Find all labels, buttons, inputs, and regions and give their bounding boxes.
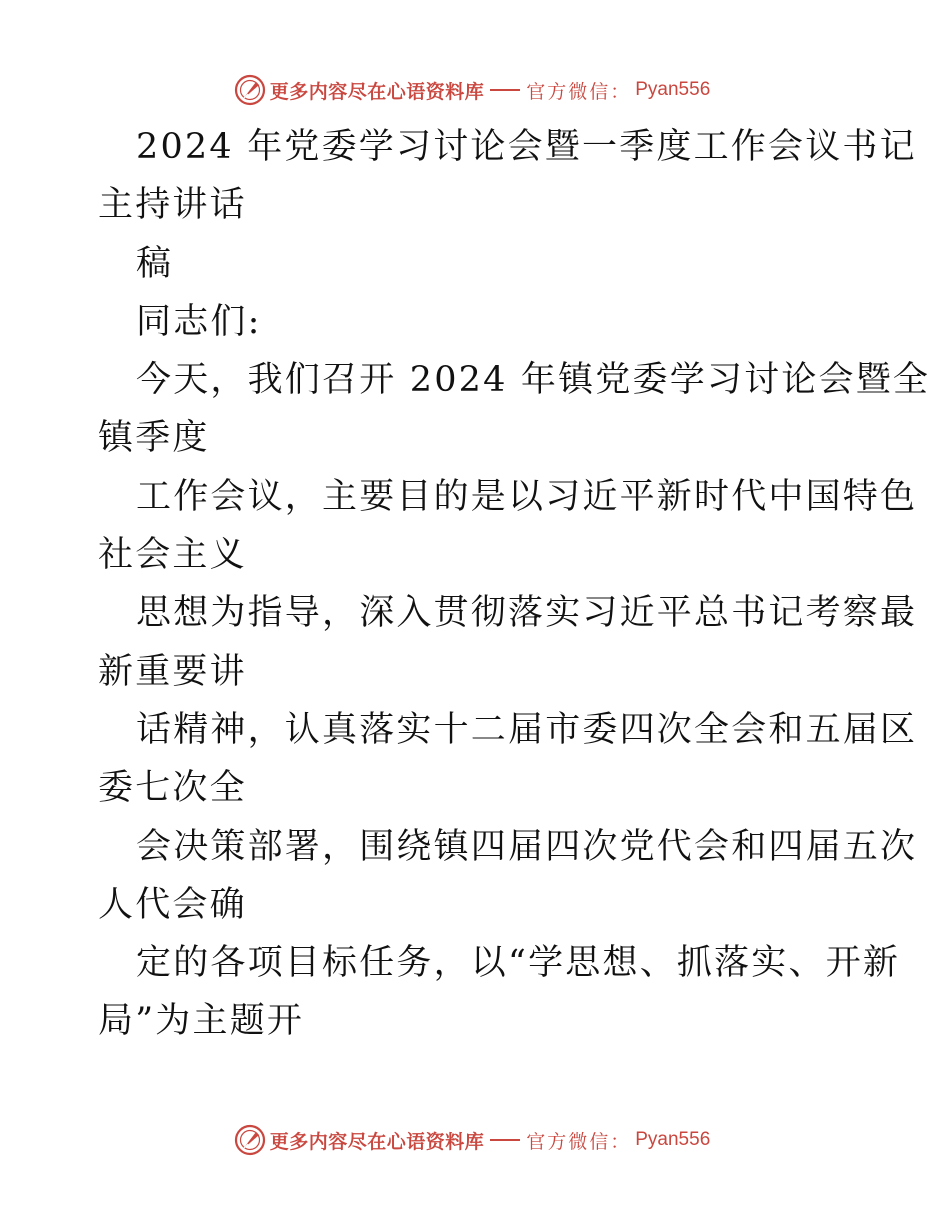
- text-line: 局”为主题开: [98, 1001, 305, 1042]
- text-line: 思想为指导，深入贯彻落实习近平总书记考察最: [136, 593, 918, 634]
- text-line: 委七次全: [98, 768, 247, 809]
- header-watermark: [0, 70, 950, 110]
- footer-watermark: [0, 1120, 950, 1160]
- watermark-dash: [490, 89, 520, 91]
- text-line: 人代会确: [98, 884, 247, 925]
- text-line: 社会主义: [98, 535, 247, 576]
- watermark-content: [234, 1124, 711, 1156]
- text-line: 话精神，认真落实十二届市委四次全会和五届区: [136, 709, 918, 750]
- watermark-content: [234, 74, 711, 106]
- watermark-brand: 更多内容尽在心语资料库: [269, 1130, 485, 1153]
- title-line-3: 稿: [136, 243, 174, 284]
- watermark-wechat-label: 官方微信：: [526, 1130, 632, 1153]
- watermark-dash: [490, 1139, 520, 1141]
- watermark-wechat-label: 官方微信：: [526, 80, 632, 103]
- text-line: 今天，我们召开 2024 年镇党委学习讨论会暨全: [136, 360, 931, 401]
- text-line: 会决策部署，围绕镇四届四次党代会和四届五次: [136, 826, 918, 867]
- watermark-wechat-id: Pyan556: [635, 79, 711, 100]
- title-line-2: 主持讲话: [98, 185, 247, 226]
- text-line: 定的各项目标任务，以“学思想、抓落实、开新: [136, 943, 901, 984]
- watermark-brand: 更多内容尽在心语资料库: [269, 80, 485, 103]
- quill-pen-logo-icon: [234, 1124, 266, 1156]
- watermark-wechat-id: Pyan556: [635, 1129, 711, 1150]
- quill-pen-logo-icon: [234, 74, 266, 106]
- text-line: 工作会议，主要目的是以习近平新时代中国特色: [136, 476, 918, 517]
- text-line: 新重要讲: [98, 651, 247, 692]
- document-body: [98, 118, 931, 1051]
- text-line: 镇季度: [98, 418, 210, 459]
- title-line-1: 2024 年党委学习讨论会暨一季度工作会议书记: [136, 127, 917, 167]
- salutation: 同志们:: [136, 301, 262, 342]
